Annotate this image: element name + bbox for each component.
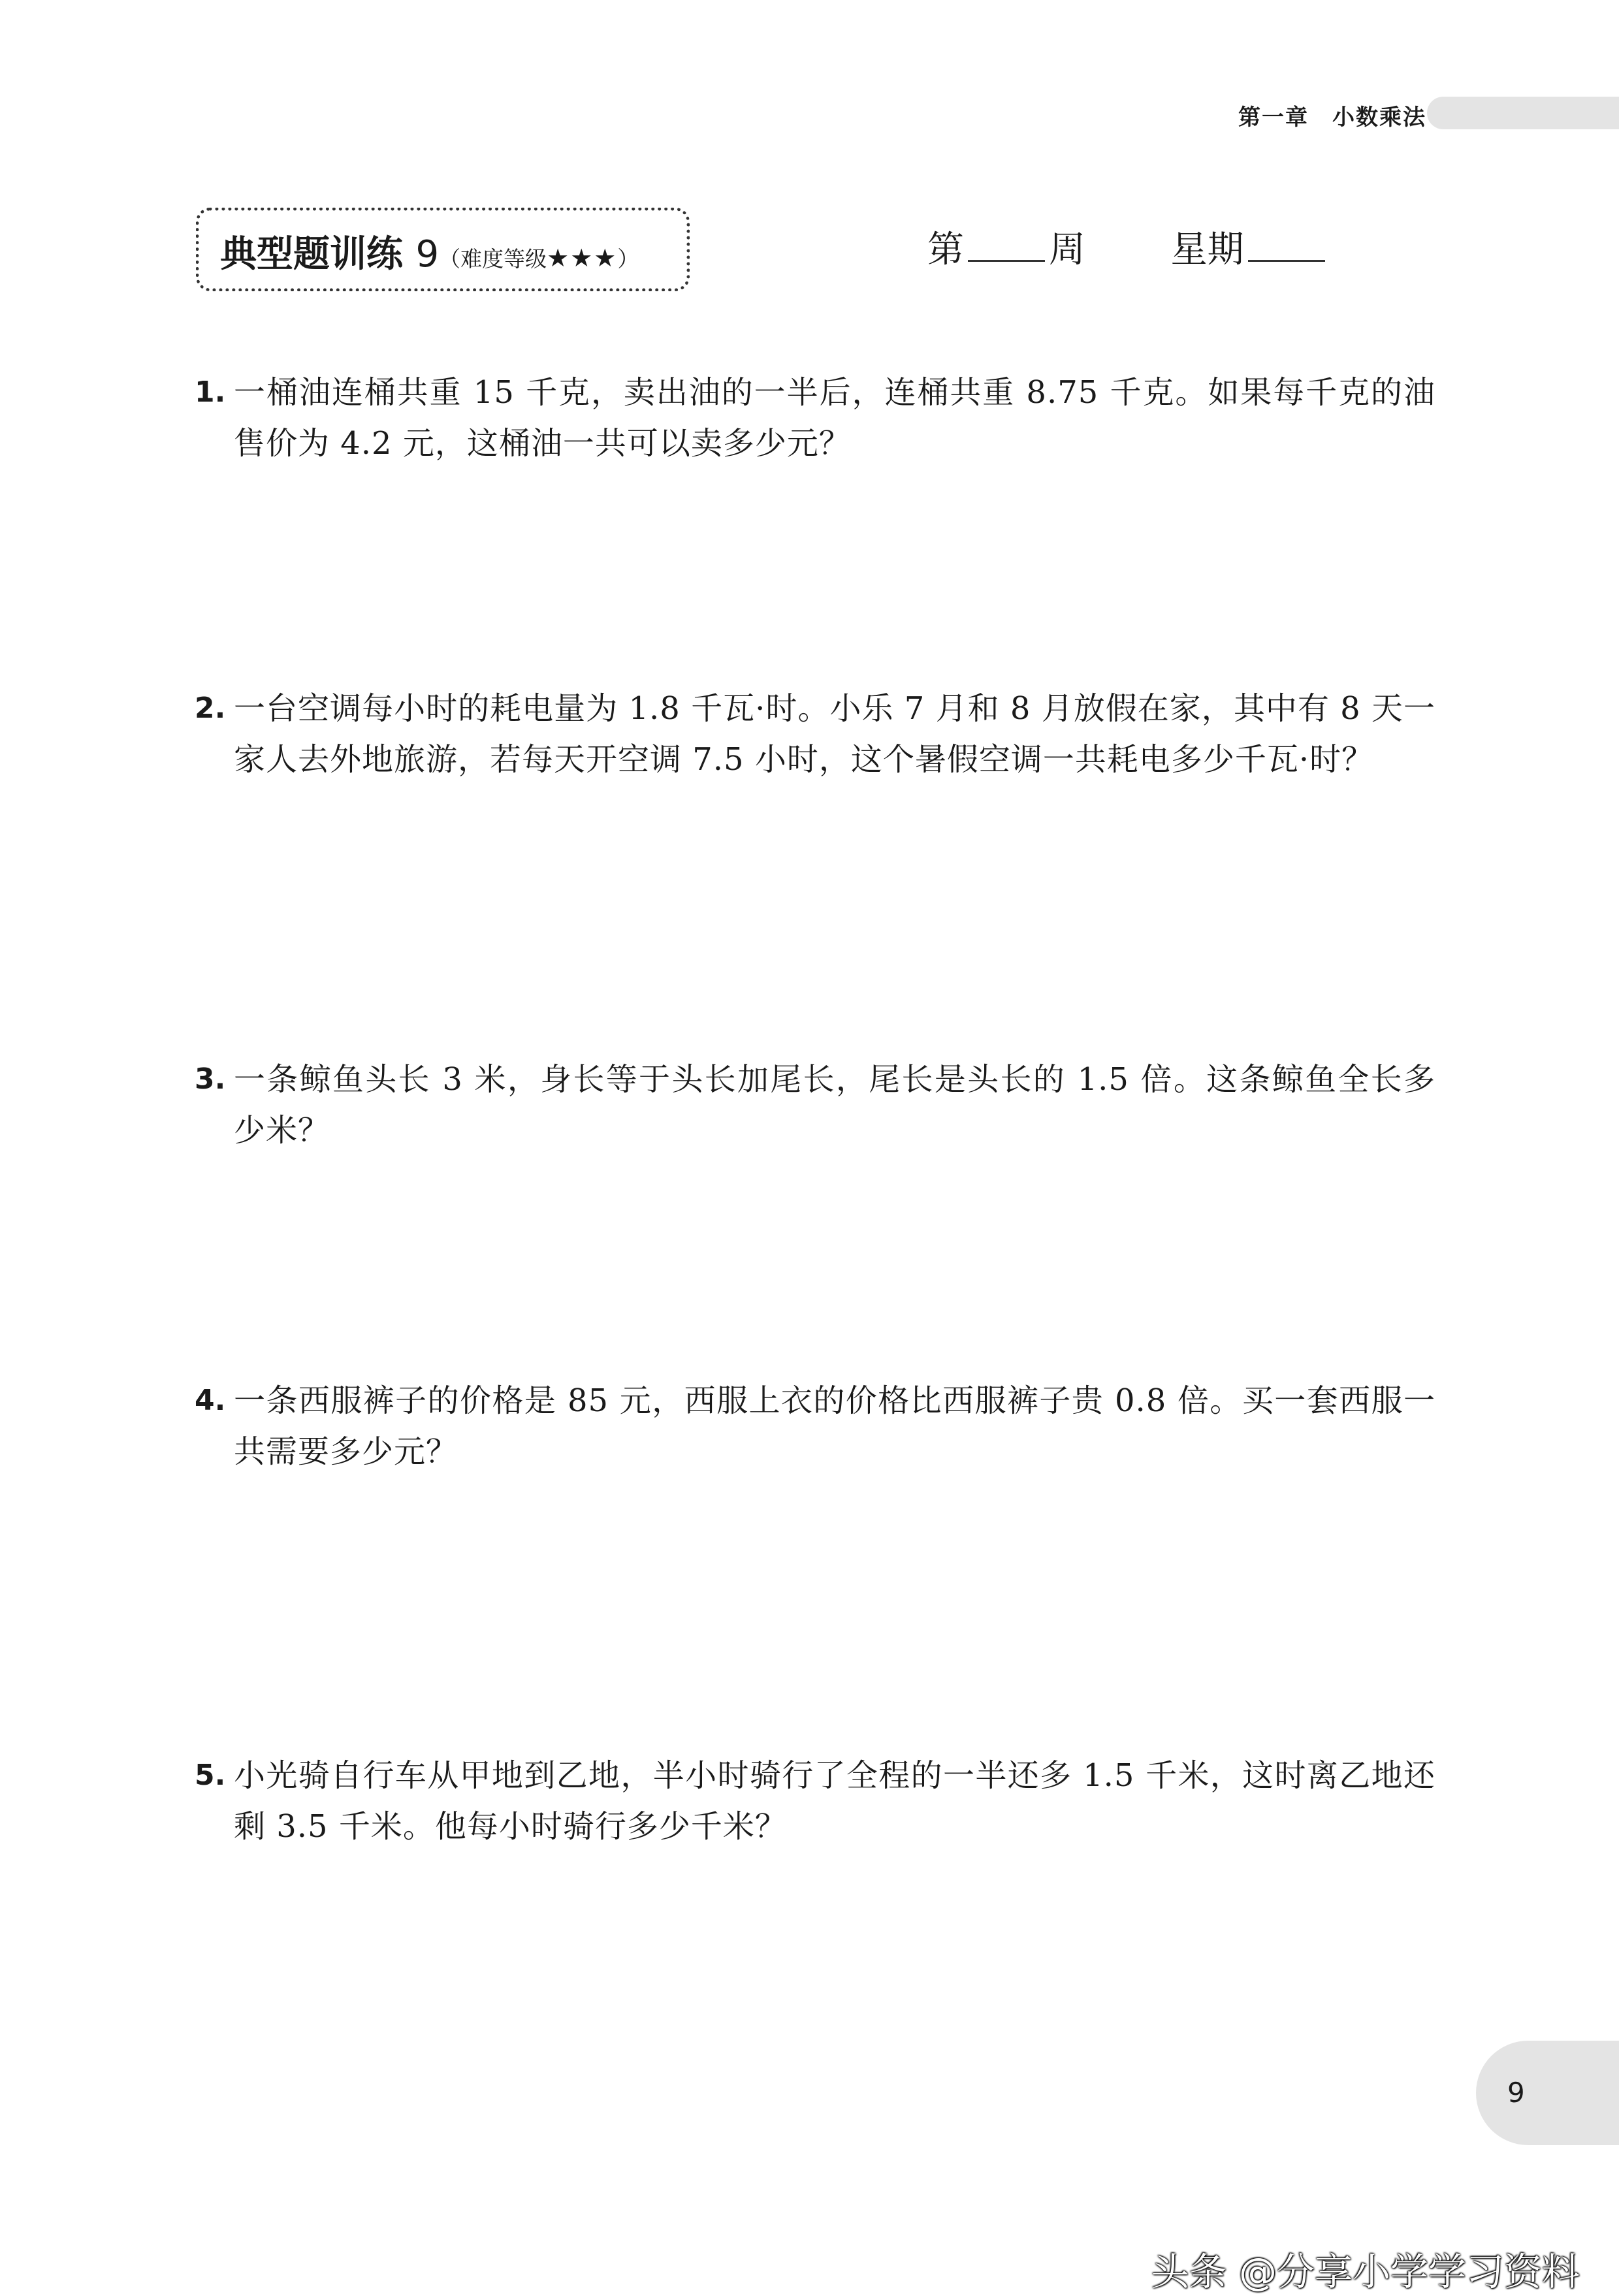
question-text: 一条西服裤子的价格是 85 元，西服上衣的价格比西服裤子贵 0.8 倍。买一套西服一共需要多少元？ [234,1382,1435,1470]
question-text: 小光骑自行车从甲地到乙地，半小时骑行了全程的一半还多 1.5 千米，这时离乙地还剩 3.5 千米。他每小时骑行多少千米？ [234,1757,1435,1845]
date-line [927,221,1329,273]
week-prefix: 第 [927,229,964,271]
watermark: 头条 @分享小学学习资料 [1151,2250,1580,2294]
exercise-title [220,225,639,278]
page-number-tab [1476,2041,1619,2145]
question-text: 一桶油连桶共重 15 千克，卖出油的一半后，连桶共重 8.75 千克。如果每千克的油售价为 4.2 元，这桶油一共可以卖多少元？ [234,374,1435,462]
chapter-header-bar [1427,97,1619,129]
weekday-blank[interactable] [1248,257,1325,262]
question-4 [195,1375,1435,1477]
question-number: 3. [195,1062,226,1096]
question-1 [195,367,1435,469]
chapter-title: 第一章 小数乘法 [1238,104,1426,131]
difficulty-stars: ★★★ [547,244,618,272]
question-number: 4. [195,1384,226,1417]
week-blank[interactable] [968,257,1045,262]
question-text: 一条鲸鱼头长 3 米，身长等于头长加尾长，尾长是头长的 1.5 倍。这条鲸鱼全长多少米？ [234,1061,1435,1149]
question-text: 一台空调每小时的耗电量为 1.8 千瓦·时。小乐 7 月和 8 月放假在家，其中有 8 天一家人去外地旅游，若每天开空调 7.5 小时，这个暑假空调一共耗电多少千瓦·时？ [234,690,1435,778]
weekday-label: 星期 [1170,229,1244,271]
question-2 [195,683,1435,785]
exercise-number: 9 [415,233,440,276]
page-number: 9 [1507,2077,1525,2109]
question-number: 2. [195,692,226,725]
week-suffix: 周 [1049,229,1085,271]
question-5 [195,1750,1435,1852]
question-number: 1. [195,375,226,409]
difficulty-label: （难度等级 [439,246,547,272]
question-number: 5. [195,1759,226,1792]
exercise-title-text: 典型题训练 [220,233,403,276]
question-3 [195,1054,1435,1156]
difficulty-close: ） [617,246,639,272]
